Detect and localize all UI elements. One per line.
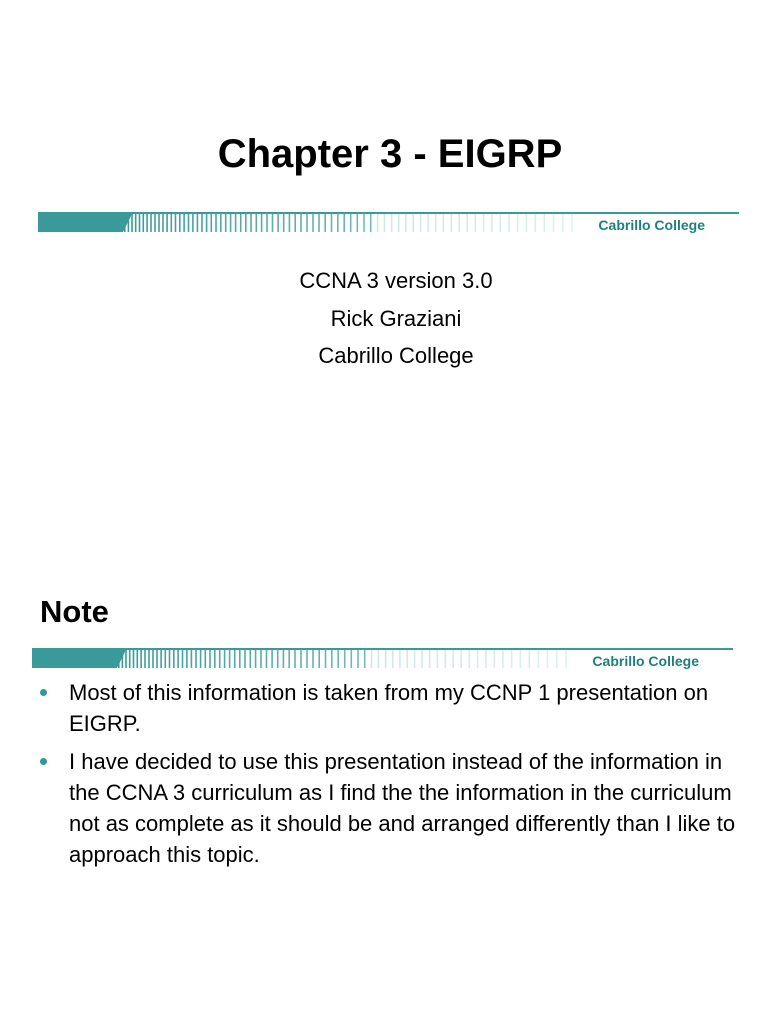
slide-title bbox=[0, 0, 768, 510]
bullet-text: I have decided to use this presentation instead of the information in the CCNA 3 curriculum as I find the the information in the curriculum not as complete as it should be and arranged differently than I like to approach this topic. bbox=[69, 749, 736, 867]
note-heading: Note bbox=[40, 594, 109, 629]
banner-label: Cabrillo College bbox=[598, 217, 705, 233]
note-bullet-list bbox=[40, 677, 740, 877]
list-item bbox=[40, 746, 740, 870]
bullet-dot-icon bbox=[40, 689, 47, 696]
slide-note bbox=[0, 510, 768, 1024]
bullet-text: Most of this information is taken from my CCNP 1 presentation on EIGRP. bbox=[69, 680, 709, 736]
subtitle-line: Rick Graziani bbox=[330, 305, 462, 331]
slide-subtitle bbox=[0, 262, 768, 375]
list-item bbox=[40, 677, 740, 739]
subtitle-line: Cabrillo College bbox=[318, 343, 474, 368]
cabrillo-banner bbox=[38, 212, 739, 232]
banner-label: Cabrillo College bbox=[592, 653, 699, 669]
slide-title-heading: Chapter 3 - EIGRP bbox=[217, 132, 563, 176]
bullet-dot-icon bbox=[40, 758, 47, 765]
subtitle-line: CCNA 3 version 3.0 bbox=[299, 268, 493, 293]
cabrillo-banner bbox=[32, 648, 733, 668]
